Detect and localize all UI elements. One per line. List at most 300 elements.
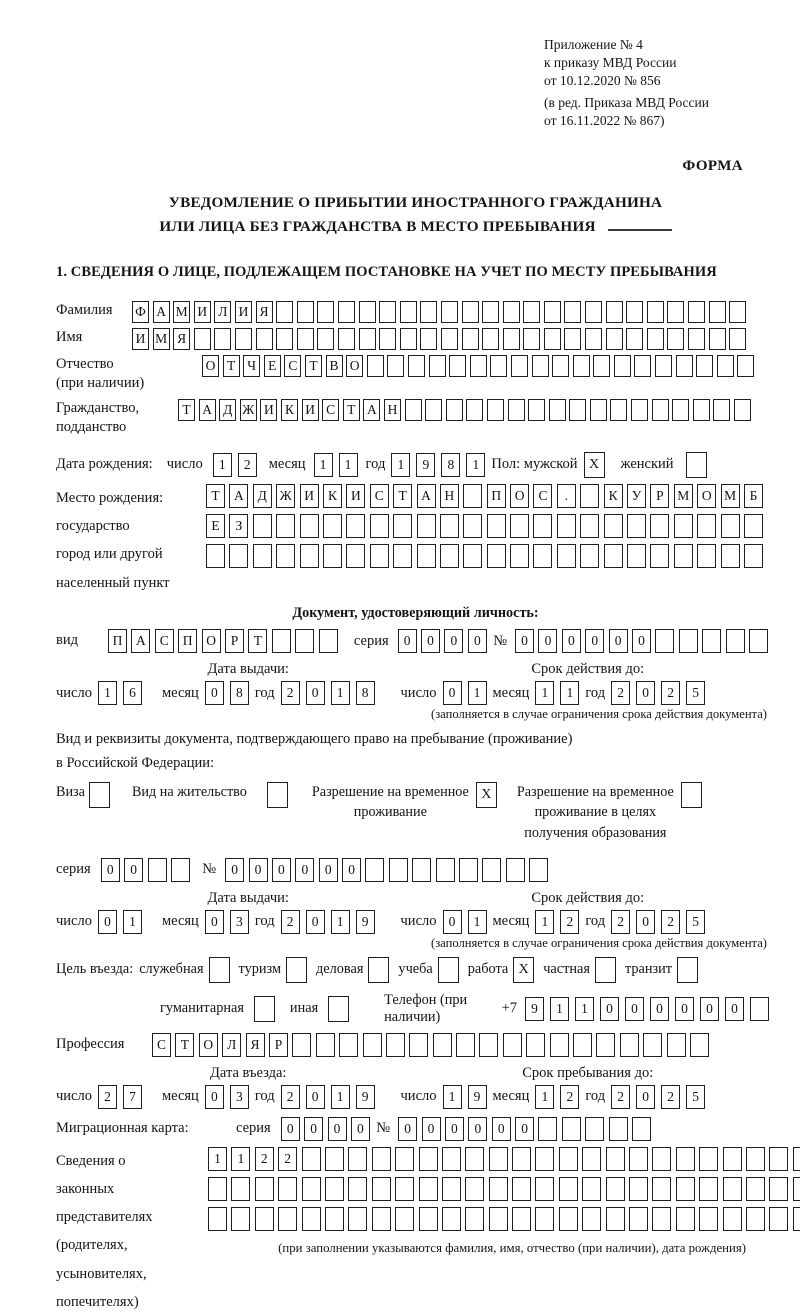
purpose-transit-checkbox[interactable] bbox=[677, 957, 698, 983]
char-cell: 0 bbox=[281, 1117, 300, 1141]
char-cell bbox=[564, 301, 581, 323]
char-cell bbox=[614, 355, 631, 377]
char-cell bbox=[535, 1147, 554, 1171]
char-cell: 9 bbox=[356, 910, 375, 934]
char-cell bbox=[629, 1147, 648, 1171]
char-cell bbox=[206, 544, 225, 568]
purpose-official-checkbox[interactable] bbox=[209, 957, 230, 983]
char-cell bbox=[489, 1207, 508, 1231]
sex-male-checkbox[interactable]: X bbox=[584, 452, 605, 478]
char-cell bbox=[292, 1033, 311, 1057]
char-cell bbox=[746, 1207, 765, 1231]
char-cell bbox=[729, 301, 746, 323]
char-cell bbox=[535, 1177, 554, 1201]
char-cell bbox=[729, 328, 746, 350]
char-cell bbox=[346, 544, 365, 568]
char-cell bbox=[634, 355, 651, 377]
char-cell bbox=[420, 301, 437, 323]
title-blank-underline bbox=[608, 218, 672, 231]
patronymic-input[interactable] bbox=[202, 355, 758, 377]
purpose-business: деловая bbox=[316, 957, 389, 983]
residence-permit-checkbox[interactable] bbox=[267, 782, 288, 808]
char-cell bbox=[456, 1033, 475, 1057]
stay-until-year-input[interactable] bbox=[611, 1085, 711, 1109]
edu-permit-label-line3: получения образования bbox=[524, 825, 667, 842]
char-cell: Я bbox=[173, 328, 190, 350]
char-cell bbox=[697, 514, 716, 538]
char-cell bbox=[528, 399, 545, 421]
char-cell bbox=[557, 544, 576, 568]
char-cell: 3 bbox=[230, 1085, 249, 1109]
char-cell: 0 bbox=[725, 997, 744, 1021]
migration-number-input[interactable] bbox=[398, 1117, 655, 1141]
char-cell bbox=[573, 1033, 592, 1057]
char-cell: 2 bbox=[255, 1147, 274, 1171]
char-cell bbox=[339, 1033, 358, 1057]
char-cell: 2 bbox=[661, 910, 680, 934]
char-cell bbox=[436, 858, 455, 882]
identity-doc-note: (заполняется в случае ограничения срока действия документа) bbox=[431, 707, 767, 721]
char-cell bbox=[278, 1177, 297, 1201]
phone-input[interactable] bbox=[525, 997, 775, 1021]
char-cell bbox=[463, 484, 482, 508]
char-cell: 0 bbox=[421, 629, 440, 653]
char-cell bbox=[533, 514, 552, 538]
char-cell bbox=[503, 328, 520, 350]
identity-issue-year-input[interactable] bbox=[281, 681, 381, 705]
representatives-input-row3[interactable] bbox=[208, 1207, 800, 1231]
char-cell: О bbox=[199, 1033, 218, 1057]
purpose-tourism-checkbox[interactable] bbox=[286, 957, 307, 983]
char-cell bbox=[676, 1177, 695, 1201]
identity-valid-heading: Срок действия до: bbox=[531, 661, 645, 677]
char-cell: О bbox=[202, 355, 219, 377]
char-cell bbox=[593, 355, 610, 377]
char-cell bbox=[606, 1207, 625, 1231]
char-cell bbox=[667, 301, 684, 323]
residence-number-input[interactable] bbox=[225, 858, 552, 882]
char-cell: 8 bbox=[230, 681, 249, 705]
char-cell bbox=[655, 629, 674, 653]
char-cell: Б bbox=[744, 484, 763, 508]
char-cell bbox=[606, 328, 623, 350]
char-cell: 0 bbox=[700, 997, 719, 1021]
char-cell bbox=[316, 1033, 335, 1057]
char-cell bbox=[463, 514, 482, 538]
citizenship-input[interactable] bbox=[178, 399, 755, 421]
char-cell: М bbox=[153, 328, 170, 350]
purpose-study-checkbox[interactable] bbox=[438, 957, 459, 983]
char-cell: 1 bbox=[98, 681, 117, 705]
char-cell bbox=[359, 301, 376, 323]
representatives-input-row2[interactable] bbox=[208, 1177, 800, 1201]
identity-doc-series-input[interactable] bbox=[398, 629, 492, 653]
char-cell: Т bbox=[175, 1033, 194, 1057]
representatives-label: Сведения о законных представителях (родителях, усыновителях, попечителях) bbox=[56, 1152, 153, 1310]
char-cell bbox=[650, 544, 669, 568]
char-cell: И bbox=[302, 399, 319, 421]
revision-line: (в ред. Приказа МВД России bbox=[544, 95, 709, 111]
char-cell bbox=[487, 544, 506, 568]
char-cell bbox=[596, 1033, 615, 1057]
char-cell: 3 bbox=[230, 910, 249, 934]
char-cell bbox=[647, 301, 664, 323]
char-cell bbox=[323, 544, 342, 568]
entry-month-input[interactable] bbox=[205, 1085, 255, 1109]
char-cell: Я bbox=[246, 1033, 265, 1057]
year-word: год bbox=[254, 1088, 275, 1105]
identity-valid-year-input[interactable] bbox=[611, 681, 711, 705]
birthdate-month-input[interactable] bbox=[314, 453, 364, 477]
char-cell bbox=[652, 1177, 671, 1201]
char-cell bbox=[417, 544, 436, 568]
day-word: число bbox=[400, 913, 437, 930]
residence-issue-day-input[interactable] bbox=[98, 910, 148, 934]
year-word: год bbox=[585, 684, 606, 701]
char-cell bbox=[442, 1147, 461, 1171]
char-cell: П bbox=[487, 484, 506, 508]
char-cell bbox=[379, 301, 396, 323]
char-cell bbox=[395, 1147, 414, 1171]
identity-doc-type-input[interactable] bbox=[108, 629, 342, 653]
char-cell bbox=[459, 858, 478, 882]
form-title-line2: ИЛИ ЛИЦА БЕЗ ГРАЖДАНСТВА В МЕСТО ПРЕБЫВАНИЯ bbox=[159, 218, 596, 236]
purpose-other: иная bbox=[290, 996, 349, 1022]
char-cell: 0 bbox=[98, 910, 117, 934]
char-cell bbox=[148, 858, 167, 882]
char-cell bbox=[793, 1207, 800, 1231]
surname-input[interactable] bbox=[132, 301, 750, 323]
char-cell: 0 bbox=[538, 629, 557, 653]
char-cell: И bbox=[300, 484, 319, 508]
char-cell: Д bbox=[219, 399, 236, 421]
char-cell bbox=[523, 301, 540, 323]
year-word: год bbox=[254, 684, 275, 701]
char-cell bbox=[585, 301, 602, 323]
day-word: число bbox=[400, 684, 437, 701]
char-cell bbox=[693, 399, 710, 421]
birthdate-year-input[interactable] bbox=[391, 453, 491, 477]
char-cell bbox=[229, 544, 248, 568]
char-cell: И bbox=[194, 301, 211, 323]
char-cell bbox=[652, 1207, 671, 1231]
birthplace-input-row3[interactable] bbox=[206, 544, 767, 568]
char-cell: Р bbox=[225, 629, 244, 653]
char-cell bbox=[699, 1207, 718, 1231]
char-cell: 1 bbox=[550, 997, 569, 1021]
char-cell: Д bbox=[253, 484, 272, 508]
residence-series-input[interactable] bbox=[101, 858, 195, 882]
birthplace-input-row2[interactable] bbox=[206, 514, 767, 538]
char-cell bbox=[462, 328, 479, 350]
char-cell: А bbox=[363, 399, 380, 421]
appendix-line: к приказу МВД России bbox=[544, 54, 677, 70]
identity-valid-day-input[interactable] bbox=[443, 681, 493, 705]
char-cell bbox=[441, 328, 458, 350]
identity-valid-month-input[interactable] bbox=[535, 681, 585, 705]
char-cell bbox=[562, 1117, 581, 1141]
char-cell bbox=[606, 1177, 625, 1201]
char-cell: 9 bbox=[416, 453, 435, 477]
char-cell: А bbox=[131, 629, 150, 653]
temp-permit-checkbox[interactable]: X bbox=[476, 782, 497, 808]
representatives-input-row1[interactable] bbox=[208, 1147, 800, 1171]
char-cell bbox=[278, 1207, 297, 1231]
residence-valid-month-input[interactable] bbox=[535, 910, 585, 934]
char-cell: 0 bbox=[304, 1117, 323, 1141]
char-cell bbox=[300, 514, 319, 538]
char-cell bbox=[393, 544, 412, 568]
temp-permit-label-line1: Разрешение на временное bbox=[311, 783, 469, 800]
char-cell bbox=[793, 1177, 800, 1201]
sex-female-checkbox[interactable] bbox=[686, 452, 707, 478]
birthdate-row bbox=[56, 452, 775, 478]
char-cell: 1 bbox=[123, 910, 142, 934]
char-cell bbox=[325, 1177, 344, 1201]
char-cell bbox=[559, 1177, 578, 1201]
char-cell bbox=[462, 301, 479, 323]
char-cell: 0 bbox=[351, 1117, 370, 1141]
purpose-study: учеба bbox=[398, 957, 458, 983]
char-cell bbox=[510, 544, 529, 568]
char-cell bbox=[676, 1147, 695, 1171]
char-cell: 1 bbox=[468, 681, 487, 705]
char-cell bbox=[442, 1207, 461, 1231]
char-cell bbox=[674, 514, 693, 538]
char-cell bbox=[580, 484, 599, 508]
char-cell: Н bbox=[384, 399, 401, 421]
char-cell bbox=[389, 858, 408, 882]
purpose-private-checkbox[interactable] bbox=[595, 957, 616, 983]
stay-until-day-input[interactable] bbox=[443, 1085, 493, 1109]
entry-date-heading: Дата въезда: bbox=[210, 1064, 287, 1081]
name-row bbox=[56, 328, 775, 350]
year-word: год bbox=[585, 913, 606, 930]
char-cell: 0 bbox=[632, 629, 651, 653]
char-cell: 0 bbox=[636, 681, 655, 705]
char-cell bbox=[713, 399, 730, 421]
char-cell bbox=[585, 1117, 604, 1141]
purpose-tourism: туризм bbox=[239, 957, 308, 983]
char-cell bbox=[487, 514, 506, 538]
residence-valid-year-input[interactable] bbox=[611, 910, 711, 934]
char-cell bbox=[367, 355, 384, 377]
birthplace-input-row1[interactable] bbox=[206, 484, 767, 508]
char-cell bbox=[465, 1147, 484, 1171]
profession-input[interactable] bbox=[152, 1033, 713, 1057]
char-cell bbox=[506, 858, 525, 882]
char-cell bbox=[679, 629, 698, 653]
char-cell bbox=[631, 399, 648, 421]
char-cell bbox=[440, 544, 459, 568]
purpose-other-checkbox[interactable] bbox=[328, 996, 349, 1022]
char-cell bbox=[667, 328, 684, 350]
appendix-line: от 10.12.2020 № 856 bbox=[544, 72, 661, 88]
char-cell: К bbox=[281, 399, 298, 421]
char-cell bbox=[319, 629, 338, 653]
char-cell: 0 bbox=[225, 858, 244, 882]
char-cell: 0 bbox=[205, 910, 224, 934]
char-cell bbox=[171, 858, 190, 882]
purpose-business-checkbox[interactable] bbox=[368, 957, 389, 983]
residence-doc-dates bbox=[56, 890, 775, 934]
char-cell bbox=[557, 514, 576, 538]
birthdate-label: Дата рождения: bbox=[56, 456, 153, 473]
identity-doc-type-label: вид bbox=[56, 632, 78, 649]
char-cell bbox=[297, 328, 314, 350]
char-cell: С bbox=[284, 355, 301, 377]
residence-series-label: серия bbox=[56, 861, 91, 878]
phone-prefix: +7 bbox=[501, 1000, 517, 1017]
char-cell bbox=[544, 301, 561, 323]
char-cell bbox=[606, 1147, 625, 1171]
char-cell: Л bbox=[214, 301, 231, 323]
char-cell bbox=[529, 858, 548, 882]
char-cell: 0 bbox=[306, 681, 325, 705]
char-cell bbox=[559, 1147, 578, 1171]
char-cell bbox=[372, 1177, 391, 1201]
char-cell: Т bbox=[248, 629, 267, 653]
char-cell bbox=[688, 301, 705, 323]
char-cell: Е bbox=[264, 355, 281, 377]
identity-issue-day-input[interactable] bbox=[98, 681, 148, 705]
char-cell: 0 bbox=[609, 629, 628, 653]
char-cell bbox=[590, 399, 607, 421]
edu-permit-checkbox[interactable] bbox=[681, 782, 702, 808]
char-cell: Т bbox=[343, 399, 360, 421]
char-cell: 9 bbox=[468, 1085, 487, 1109]
char-cell bbox=[395, 1177, 414, 1201]
char-cell bbox=[214, 328, 231, 350]
char-cell bbox=[442, 1177, 461, 1201]
char-cell: 0 bbox=[124, 858, 143, 882]
char-cell: 2 bbox=[661, 681, 680, 705]
char-cell: 8 bbox=[441, 453, 460, 477]
char-cell bbox=[338, 301, 355, 323]
char-cell bbox=[717, 355, 734, 377]
char-cell: 1 bbox=[560, 681, 579, 705]
month-word: месяц bbox=[161, 684, 199, 701]
char-cell: О bbox=[346, 355, 363, 377]
char-cell: С bbox=[152, 1033, 171, 1057]
char-cell bbox=[395, 1207, 414, 1231]
edu-permit-label-line2: проживание в целях bbox=[534, 804, 657, 821]
char-cell: 1 bbox=[331, 910, 350, 934]
char-cell bbox=[441, 301, 458, 323]
char-cell: 0 bbox=[650, 997, 669, 1021]
month-word: месяц bbox=[492, 1088, 530, 1105]
char-cell: 0 bbox=[398, 1117, 417, 1141]
char-cell: 0 bbox=[205, 681, 224, 705]
residence-issue-month-input[interactable] bbox=[205, 910, 255, 934]
birthdate-day-input[interactable] bbox=[213, 453, 263, 477]
char-cell: А bbox=[153, 301, 170, 323]
char-cell bbox=[348, 1147, 367, 1171]
char-cell: А bbox=[229, 484, 248, 508]
char-cell: С bbox=[155, 629, 174, 653]
char-cell bbox=[489, 1147, 508, 1171]
char-cell: Ж bbox=[240, 399, 257, 421]
entry-year-input[interactable] bbox=[281, 1085, 381, 1109]
temp-permit-label-line2: проживание bbox=[353, 804, 427, 821]
char-cell bbox=[325, 1147, 344, 1171]
char-cell bbox=[372, 1147, 391, 1171]
char-cell: М bbox=[721, 484, 740, 508]
char-cell bbox=[620, 1033, 639, 1057]
stay-until-month-input[interactable] bbox=[535, 1085, 585, 1109]
char-cell bbox=[699, 1147, 718, 1171]
char-cell bbox=[690, 1033, 709, 1057]
name-input[interactable] bbox=[132, 328, 750, 350]
char-cell bbox=[440, 514, 459, 538]
char-cell bbox=[582, 1147, 601, 1171]
char-cell bbox=[489, 1177, 508, 1201]
char-cell: 2 bbox=[611, 681, 630, 705]
month-word: месяц bbox=[492, 913, 530, 930]
char-cell: 2 bbox=[560, 910, 579, 934]
revision-line: от 16.11.2022 № 867) bbox=[544, 113, 665, 129]
char-cell: 1 bbox=[208, 1147, 227, 1171]
identity-doc-number-input[interactable] bbox=[515, 629, 772, 653]
patronymic-row bbox=[56, 355, 775, 394]
char-cell bbox=[256, 328, 273, 350]
residence-issue-year-input[interactable] bbox=[281, 910, 381, 934]
purpose-humanitarian: гуманитарная bbox=[160, 996, 275, 1022]
visit-purpose-row2 bbox=[160, 992, 775, 1026]
char-cell bbox=[409, 1033, 428, 1057]
char-cell bbox=[667, 1033, 686, 1057]
char-cell bbox=[433, 1033, 452, 1057]
char-cell bbox=[674, 544, 693, 568]
char-cell: . bbox=[557, 484, 576, 508]
residence-valid-day-input[interactable] bbox=[443, 910, 493, 934]
purpose-work-checkbox[interactable]: X bbox=[513, 957, 534, 983]
migration-series-input[interactable] bbox=[281, 1117, 375, 1141]
char-cell bbox=[699, 1177, 718, 1201]
identity-issue-month-input[interactable] bbox=[205, 681, 255, 705]
char-cell bbox=[272, 629, 291, 653]
temp-permit-option bbox=[312, 782, 497, 823]
char-cell bbox=[235, 328, 252, 350]
purpose-humanitarian-checkbox[interactable] bbox=[254, 996, 275, 1022]
char-cell bbox=[629, 1207, 648, 1231]
migration-card-row bbox=[56, 1117, 775, 1141]
char-cell bbox=[676, 355, 693, 377]
char-cell: Р bbox=[269, 1033, 288, 1057]
char-cell bbox=[627, 514, 646, 538]
sex-male-label: Пол: мужской bbox=[491, 456, 578, 473]
profession-row bbox=[56, 1033, 775, 1057]
char-cell: 0 bbox=[585, 629, 604, 653]
char-cell bbox=[255, 1177, 274, 1201]
char-cell bbox=[655, 355, 672, 377]
char-cell bbox=[490, 355, 507, 377]
char-cell: И bbox=[235, 301, 252, 323]
char-cell bbox=[723, 1177, 742, 1201]
char-cell bbox=[208, 1177, 227, 1201]
visa-checkbox[interactable] bbox=[89, 782, 110, 808]
char-cell: Е bbox=[206, 514, 225, 538]
char-cell bbox=[317, 301, 334, 323]
identity-doc-series-label: серия bbox=[353, 632, 389, 649]
char-cell bbox=[734, 399, 751, 421]
char-cell bbox=[532, 355, 549, 377]
char-cell bbox=[585, 328, 602, 350]
char-cell: Ф bbox=[132, 301, 149, 323]
entry-day-input[interactable] bbox=[98, 1085, 148, 1109]
char-cell: 5 bbox=[686, 1085, 705, 1109]
char-cell: 1 bbox=[535, 681, 554, 705]
